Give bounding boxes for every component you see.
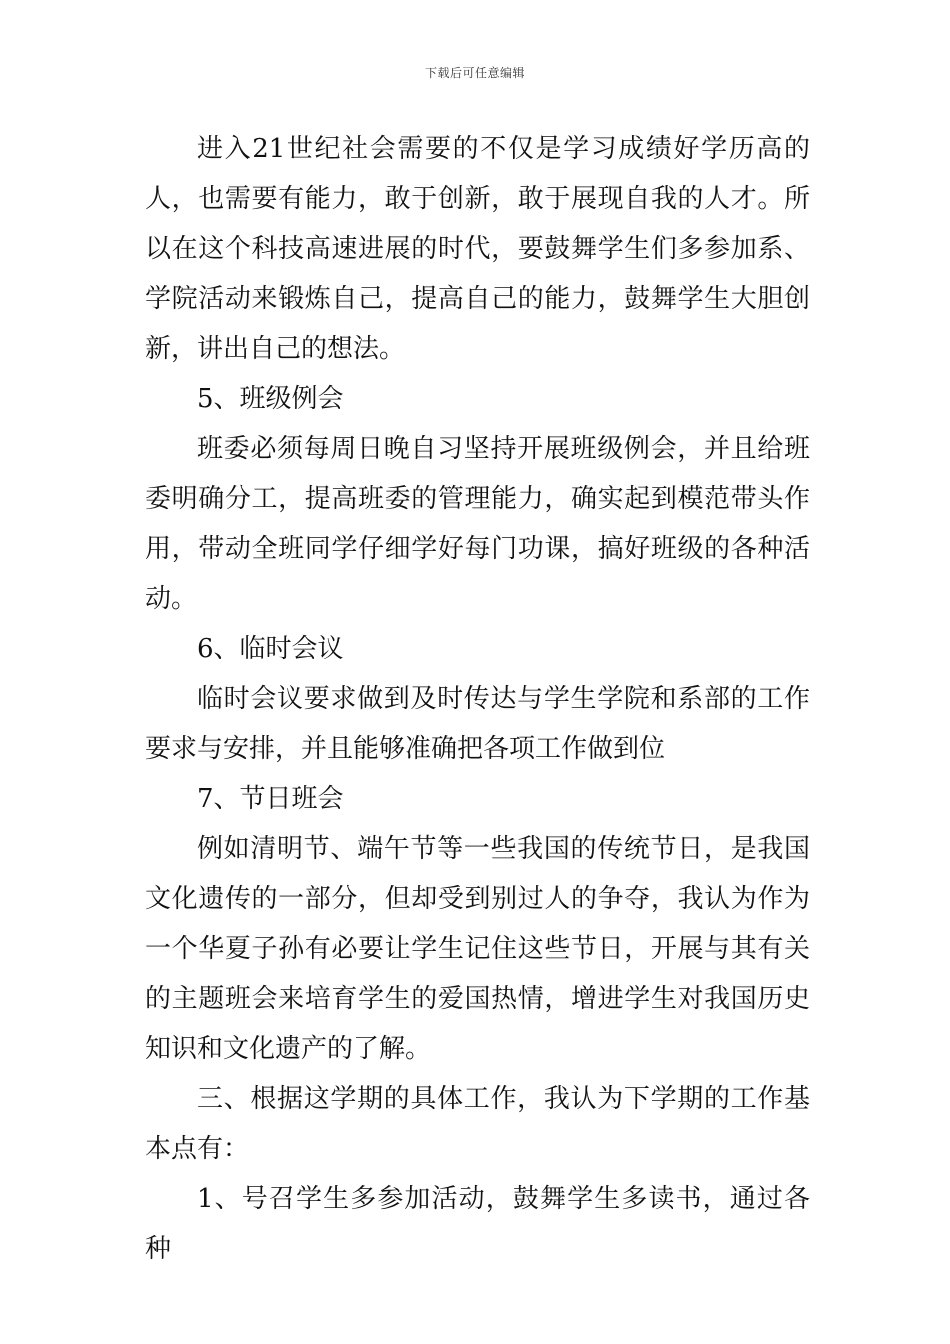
document-body [145,124,810,1274]
paragraph-intro: 进入21世纪社会需要的不仅是学习成绩好学历高的人，也需要有能力，敢于创新，敢于展现自我的人才。所以在这个科技高速进展的时代，要鼓舞学生们多参加系、学院活动来锻炼自己，提高自己的能力，鼓舞学生大胆创新，讲出自己的想法。 [145,134,810,364]
paragraph-temporary-meeting: 临时会议要求做到及时传达与学生学院和系部的工作要求与安排，并且能够准确把各项工作做到位 [145,684,810,764]
heading-class-meeting: 5、班级例会 [197,384,344,414]
heading-next-term: 三、根据这学期的具体工作，我认为下学期的工作基本点有： [145,1084,810,1164]
page-header: 下载后可任意编辑 [424,66,525,80]
paragraph-class-meeting: 班委必须每周日晚自习坚持开展班级例会，并且给班委明确分工，提高班委的管理能力，确实起到模范带头作用，带动全班同学仔细学好每门功课，搞好班级的各种活动。 [145,434,810,614]
paragraph-next-term-item-1: 1、号召学生多参加活动，鼓舞学生多读书，通过各种 [145,1184,810,1264]
paragraph-holiday-meeting: 例如清明节、端午节等一些我国的传统节日，是我国文化遗传的一部分，但却受到别过人的争夺，我认为作为一个华夏子孙有必要让学生记住这些节日，开展与其有关的主题班会来培育学生的爱国热情，增进学生对我国历史知识和文化遗产的了解。 [145,834,810,1064]
heading-temporary-meeting: 6、临时会议 [197,634,344,664]
heading-holiday-meeting: 7、节日班会 [197,784,344,814]
